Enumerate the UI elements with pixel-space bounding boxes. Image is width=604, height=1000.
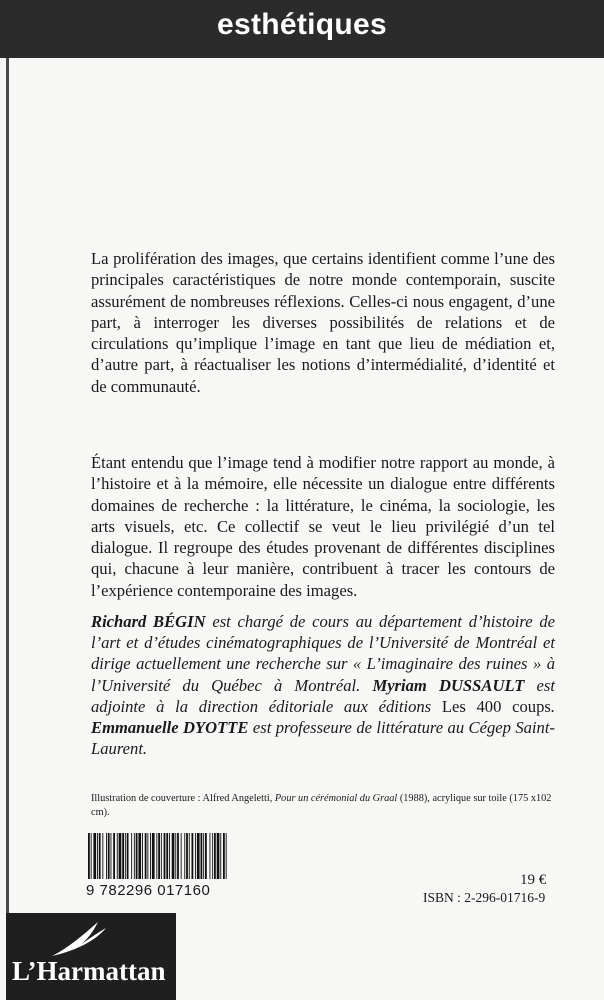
barcode-bar (158, 833, 160, 879)
barcode-bar (220, 833, 221, 879)
barcode-bar (189, 833, 190, 879)
barcode-bar (184, 833, 185, 879)
barcode-bar (134, 833, 135, 879)
barcode-bar (138, 833, 141, 879)
barcode-bar (125, 833, 126, 879)
quill-logo-icon (48, 918, 118, 958)
barcode-bar (166, 833, 168, 879)
barcode-bar (181, 833, 182, 879)
barcode-bar (97, 833, 98, 879)
barcode-bar (177, 833, 179, 879)
cover-credit (91, 792, 559, 820)
barcode-bar (111, 833, 112, 879)
barcode-digits: 9 782296 017160 (86, 882, 211, 899)
barcode-bar (150, 833, 151, 879)
barcode-bar (119, 833, 122, 879)
barcode-bar (226, 833, 227, 879)
credit-suffix: (1988), acrylique sur toile (175 x102 cm). (91, 793, 552, 818)
barcode-bar (175, 833, 176, 879)
barcode-bar (122, 833, 124, 879)
barcode-bar (99, 833, 101, 879)
barcode-bar (214, 833, 216, 879)
barcode-bar (201, 833, 203, 879)
barcode-icon (86, 833, 228, 879)
barcode-bar (88, 833, 90, 879)
author-bio-dyotte: est professeure de littérature au Cégep Saint-Laurent. (91, 718, 555, 759)
bio-separator: . (550, 696, 555, 716)
barcode-bar (142, 833, 143, 879)
barcode-bar (192, 833, 194, 879)
barcode-bar (205, 833, 207, 879)
isbn: ISBN : 2-296-01716-9 (423, 890, 546, 905)
barcode-bar (147, 833, 148, 879)
barcode-bar (195, 833, 196, 879)
barcode-bar (91, 833, 92, 879)
publisher-name: L’Harmattan (12, 956, 166, 986)
credit-prefix: Illustration de couverture : Alfred Angeletti, (91, 793, 275, 804)
barcode-bar (93, 833, 96, 879)
barcode-bar (117, 833, 118, 879)
barcode-bar (169, 833, 170, 879)
barcode-bar (106, 833, 107, 879)
author-bios (91, 611, 555, 759)
author-name-begin: Richard BÉGIN (91, 612, 206, 631)
blurb-paragraph-2: Étant entendu que l’image tend à modifier notre rapport au monde, à l’histoire et à la mémoire, elle nécessite un dialogue entre différents domaines de recherche : la littérature, le cinéma, la sociologie, les arts visuels, etc. Ce collectif se veut le lieu privilégié d’un tel dialogue. Il regroupe des études provenant de différentes disciplines qui, chacune à leur manière, contribuent à tracer les contours de l’expérience contemporaine des images. (91, 453, 555, 600)
barcode-bar (203, 833, 204, 879)
barcode-bar (156, 833, 157, 879)
barcode-bar (197, 833, 200, 879)
author-bio-dussault: est adjointe à la direction éditoriale aux éditions (91, 675, 555, 716)
spine-rule (6, 58, 9, 1000)
barcode-bar (152, 833, 155, 879)
publisher-reference: Les 400 coups (441, 696, 551, 716)
barcode-bar (131, 833, 132, 879)
author-name-dussault: Myriam DUSSAULT (372, 675, 525, 695)
price: 19 € (520, 872, 547, 888)
blurb-paragraph-1: La prolifération des images, que certains identifient comme l’une des principales caractéristiques de notre monde contemporain, suscite assurément de nombreuses réflexions. Celles-ci nous engagent, d’une part, à interroger les diverses possibilités de relations et de circulations qu’implique l’image en tant que lieu de médiation et, d’autre part, à réactualiser les notions d’intermédialité, d’identité et de communauté. (91, 249, 555, 396)
barcode-bar (217, 833, 220, 879)
barcode-bar (161, 833, 162, 879)
barcode-bar (108, 833, 110, 879)
credit-work-title: Pour un cérémonial du Graal (274, 793, 398, 804)
barcode-bar (145, 833, 147, 879)
barcode-bar (172, 833, 175, 879)
barcode-bar (212, 833, 213, 879)
barcode-bar (102, 833, 103, 879)
series-title: esthétiques (216, 8, 387, 41)
barcode-bar (223, 833, 225, 879)
barcode-bar (136, 833, 138, 879)
barcode-bar (164, 833, 166, 879)
barcode-bar (210, 833, 211, 879)
author-name-dyotte: Emmanuelle DYOTTE (91, 718, 249, 738)
barcode-bar (186, 833, 188, 879)
barcode-bar (127, 833, 129, 879)
barcode-bar (113, 833, 115, 879)
author-bio-begin: est chargé de cours au département d’histoire de l’art et d’études cinématographiques de l’Université de Montréal et dirige actuellement une recherche sur « L’imaginaire des ruines » à l’Université du Québec à Montréal. (91, 612, 555, 695)
